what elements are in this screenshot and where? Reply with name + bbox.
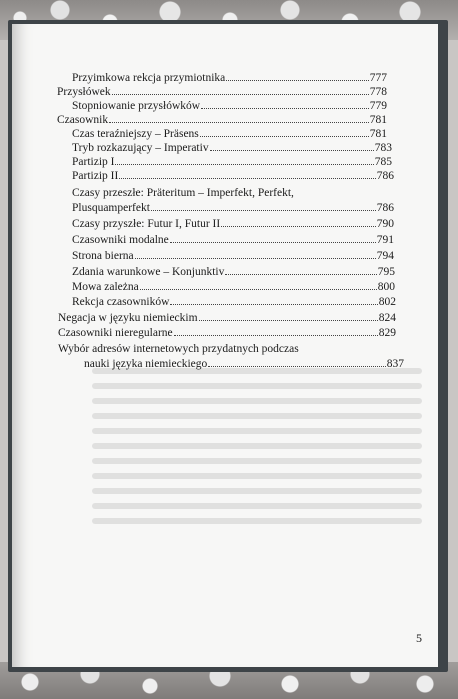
toc-entry: Zdania warunkowe – Konjunktiv 795 xyxy=(72,266,395,278)
toc-entry: Przysłówek 778 xyxy=(57,86,387,98)
toc-entry: Czasowniki nieregularne 829 xyxy=(58,327,396,339)
toc-entry: Partizip I 785 xyxy=(72,156,392,168)
toc-entry: Czasownik 781 xyxy=(57,114,387,126)
toc-entry: Partizip II 786 xyxy=(72,170,394,182)
toc-entry: Stopniowanie przysłówków 779 xyxy=(72,100,387,112)
toc-entry: Rekcja czasowników 802 xyxy=(72,296,396,308)
toc-entry: Plusquamperfekt 786 xyxy=(72,202,394,214)
toc-entry: Tryb rozkazujący – Imperativ 783 xyxy=(72,142,392,154)
toc-entry: Czasowniki modalne 791 xyxy=(72,234,394,246)
book-page xyxy=(12,24,438,667)
toc-entry: Negacja w języku niemieckim 824 xyxy=(58,312,396,324)
toc-entry: Mowa zależna 800 xyxy=(72,281,395,293)
toc-entry: Przyimkowa rekcja przymiotnika 777 xyxy=(72,72,387,84)
toc-entry: Czasy przyszłe: Futur I, Futur II 790 xyxy=(72,218,394,230)
toc-entry: Strona bierna 794 xyxy=(72,250,394,262)
toc-entry: Czasy przeszłe: Präteritum – Imperfekt, Perfekt, xyxy=(72,187,294,199)
show-through-text xyxy=(92,359,422,589)
page-number: 5 xyxy=(416,631,422,645)
toc-entry: Wybór adresów internetowych przydatnych podczas xyxy=(58,343,299,355)
toc-entry: Czas teraźniejszy – Präsens 781 xyxy=(72,128,387,140)
toc-entry: nauki języka niemieckiego 837 xyxy=(84,358,404,370)
